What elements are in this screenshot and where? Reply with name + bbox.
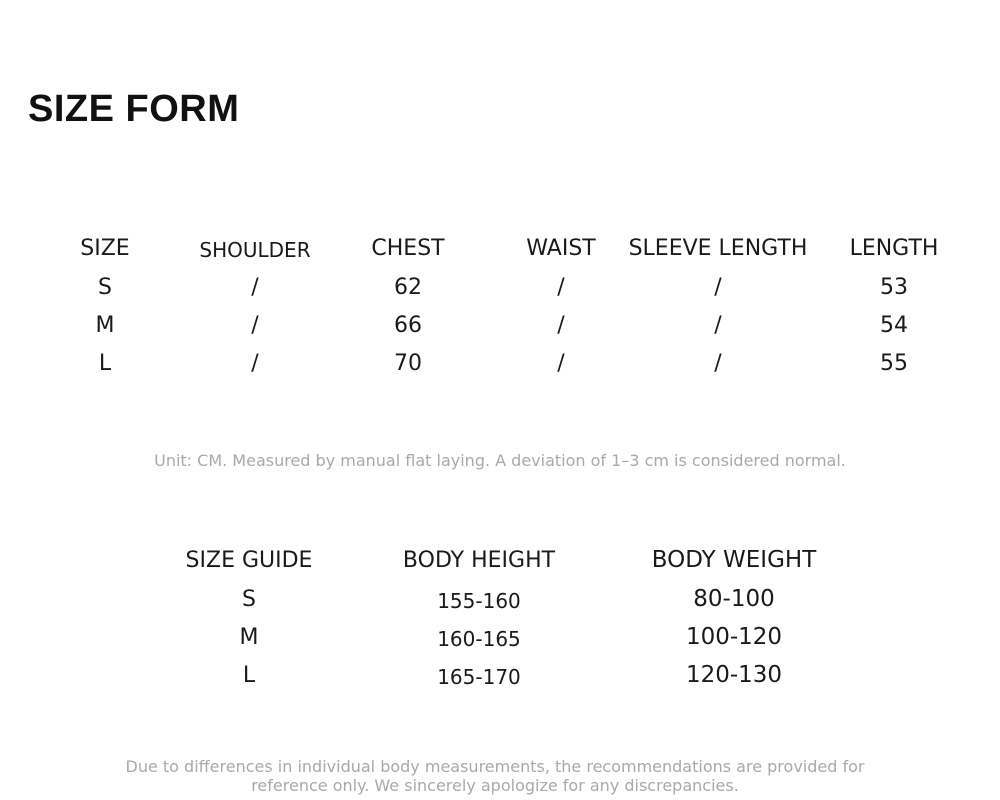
size-form-cell: 62 [394, 275, 422, 300]
size-form-cell: S [98, 275, 112, 300]
size-guide-cell: 80-100 [693, 586, 775, 612]
size-guide-header-body-height: BODY HEIGHT [402, 548, 556, 573]
size-guide-cell: 155-160 [437, 589, 521, 613]
size-form-cell: / [251, 351, 259, 376]
size-form-cell: 54 [880, 313, 908, 338]
size-form-cell: / [557, 351, 565, 376]
size-form-cell: / [251, 275, 259, 300]
size-form-header-length: LENGTH [849, 236, 939, 261]
size-guide-cell: 165-170 [437, 665, 521, 689]
size-guide-header-size-guide: SIZE GUIDE [185, 548, 313, 573]
size-form-cell: 53 [880, 275, 908, 300]
unit-note: Unit: CM. Measured by manual flat laying. A deviation of 1–3 cm is considered normal. [154, 451, 846, 470]
size-form-header-chest: CHEST [371, 236, 445, 261]
size-form-cell: / [714, 351, 722, 376]
size-form-cell: / [714, 313, 722, 338]
size-form-cell: 55 [880, 351, 908, 376]
size-guide-cell: 100-120 [685, 624, 783, 650]
size-guide-header-body-weight: BODY WEIGHT [651, 547, 817, 573]
size-form-cell: / [251, 313, 259, 338]
size-guide-cell: L [242, 663, 256, 688]
size-form-header-waist: WAIST [526, 236, 596, 261]
size-form-cell: 70 [394, 351, 422, 376]
size-form-header-sleeve-length: SLEEVE LENGTH [628, 236, 808, 261]
size-form-cell: M [95, 313, 115, 338]
size-form-cell: / [557, 313, 565, 338]
size-form-header-shoulder: SHOULDER [199, 238, 311, 262]
size-guide-cell: M [239, 625, 259, 650]
size-guide-cell: 120-130 [685, 662, 783, 688]
disclaimer-note: Due to differences in individual body measurements, the recommendations are provided for reference only. We sincerely apologize for any discrepancies. [125, 757, 865, 795]
size-guide-cell: S [242, 587, 256, 612]
size-form-cell: / [714, 275, 722, 300]
page-title: SIZE FORM [28, 88, 240, 130]
size-form-cell: 66 [394, 313, 422, 338]
size-form-cell: L [98, 351, 112, 376]
size-form-cell: / [557, 275, 565, 300]
size-form-header-size: SIZE [80, 236, 130, 261]
size-guide-cell: 160-165 [437, 627, 521, 651]
